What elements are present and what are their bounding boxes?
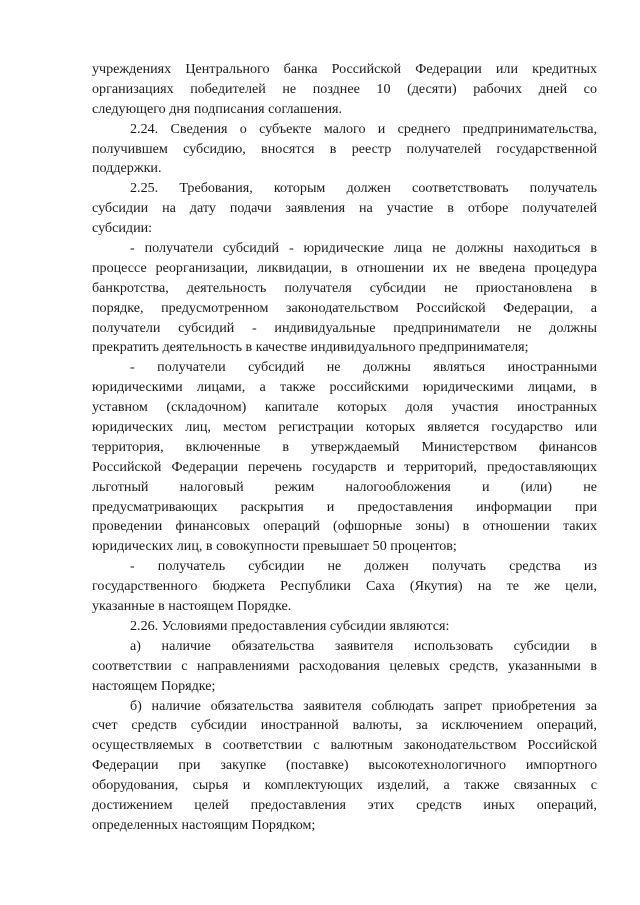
text-line: субсидии на дату подачи заявления на участие в отборе получателей: [92, 200, 597, 217]
text-line: достижением целей предоставления этих средств иных операций,: [92, 796, 597, 813]
text-line: б) наличие обязательства заявителя соблюдать запрет приобретения за: [130, 697, 597, 714]
text-line: Федерации при закупке (поставке) высокотехнологичного импортного: [92, 757, 597, 774]
text-line: получившем субсидию, вносятся в реестр получателей государственной: [92, 140, 597, 157]
text-line: соответствии с направлениями расходования целевых средств, указанными в: [92, 657, 597, 674]
text-line: прекратить деятельность в качестве индивидуального предпринимателя;: [92, 339, 529, 356]
text-line: льготный налоговый режим налогообложения и (или) не: [92, 478, 597, 495]
text-line: 2.26. Условиями предоставления субсидии являются:: [130, 617, 450, 634]
text-line: - получатели субсидий не должны являться иностранными: [130, 359, 597, 376]
text-line: поддержки.: [92, 160, 162, 177]
text-line: предусматривающих раскрытия и предоставления информации при: [92, 498, 597, 515]
text-line: уставном (складочном) капитале которых доля участия иностранных: [92, 399, 597, 416]
text-line: определенных настоящим Порядком;: [92, 816, 316, 833]
text-line: - получатель субсидии не должен получать средства из: [130, 558, 597, 575]
text-line: порядке, предусмотренном законодательством Российской Федерации, а: [92, 299, 597, 316]
text-line: 2.25. Требования, которым должен соответствовать получатель: [130, 180, 597, 197]
text-line: проведении финансовых операций (офшорные зоны) в отношении таких: [92, 518, 597, 535]
text-line: юридическими лицами, а также российскими юридическими лицами, в: [92, 379, 597, 396]
text-line: осуществляемых в соответствии с валютным законодательством Российской: [92, 737, 597, 754]
text-line: следующего дня подписания соглашения.: [92, 100, 342, 117]
text-line: территория, включенные в утверждаемый Министерством финансов: [92, 438, 597, 455]
text-line: банкротства, деятельность получателя субсидии не приостановлена в: [92, 279, 597, 296]
text-line: указанные в настоящем Порядке.: [92, 598, 292, 615]
text-line: государственного бюджета Республики Саха (Якутия) на те же цели,: [92, 578, 597, 595]
text-line: оборудования, сырья и комплектующих изделий, а также связанных с: [92, 777, 597, 794]
text-line: - получатели субсидий - юридические лица не должны находиться в: [130, 240, 597, 257]
text-line: счет средств субсидии иностранной валюты, за исключением операций,: [92, 717, 597, 734]
text-line: настоящем Порядке;: [92, 677, 216, 694]
text-line: организациях победителей не позднее 10 (десяти) рабочих дней со: [92, 80, 597, 97]
text-line: 2.24. Сведения о субъекте малого и среднего предпринимательства,: [130, 120, 597, 137]
text-line: процессе реорганизации, ликвидации, в отношении их не введена процедура: [92, 259, 597, 276]
text-line: юридических лиц, местом регистрации которых является государство или: [92, 419, 597, 436]
text-line: получатели субсидий - индивидуальные предприниматели не должны: [92, 319, 597, 336]
document-body: [92, 60, 597, 836]
text-line: Российской Федерации перечень государств и территорий, предоставляющих: [92, 458, 597, 475]
text-line: субсидии:: [92, 220, 153, 237]
text-line: юридических лиц, в совокупности превышает 50 процентов;: [92, 538, 457, 555]
text-line: учреждениях Центрального банка Российской Федерации или кредитных: [92, 61, 597, 77]
text-line: а) наличие обязательства заявителя использовать субсидии в: [130, 637, 597, 654]
